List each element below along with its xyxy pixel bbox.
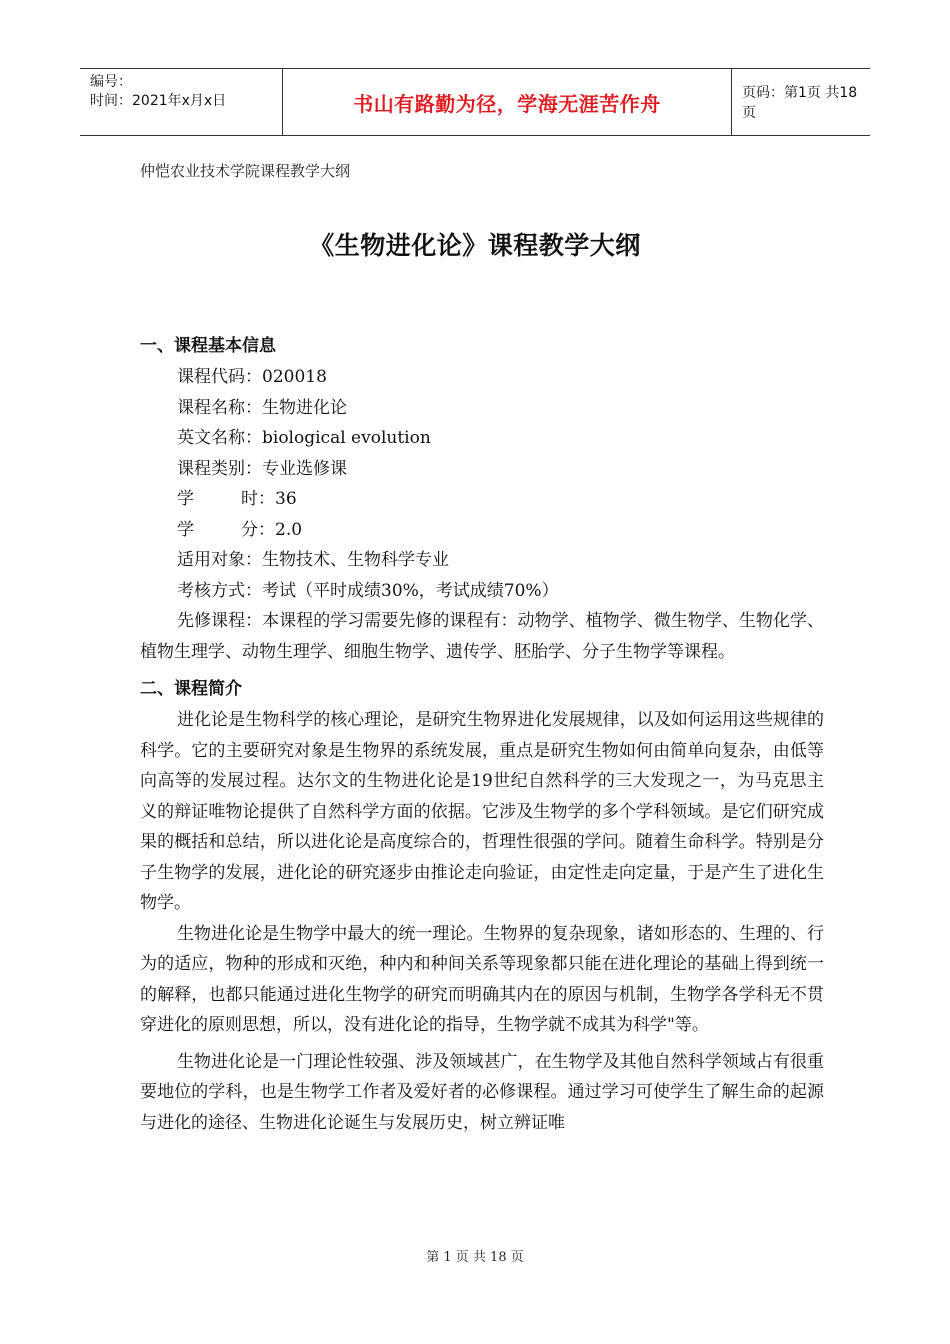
credit-key-2: 分 bbox=[241, 519, 258, 540]
target-audience: 适用对象：生物技术、生物科学专业 bbox=[177, 550, 449, 570]
intro-paragraph-3: 生物进化论是一门理论性较强、涉及领域甚广，在生物学及其他自然科学领域占有很重要地位的学科，也是生物学工作者及爱好者的必修课程。通过学习可使学生了解生命的起源与进化的途径、生物进化论诞生与发展历史，树立辨证唯 bbox=[140, 1051, 824, 1133]
document-title: 《生物进化论》课程教学大纲 bbox=[309, 231, 641, 260]
english-name: 英文名称：biological evolution bbox=[177, 428, 431, 448]
serial-label: 编号： bbox=[90, 74, 132, 90]
intro-paragraph-1: 进化论是生物科学的核心理论，是研究生物界进化发展规律，以及如何运用这些规律的科学。它的主要研究对象是生物界的系统发展，重点是研究生物如何由简单向复杂，由低等向高等的发展过程。达尔文的生物进化论是19世纪自然科学的三大发现之一，为马克思主义的辩证唯物论提供了自然科学方面的依据。它涉及生物学的多个学科领域。是它们研究成果的概括和总结，所以进化论是高度综合的，哲理性很强的学问。随着生命科学。特别是分子生物学的发展，进化论的研究逐步由推论走向验证，由定性走向定量，于是产生了进化生物学。 bbox=[140, 710, 824, 913]
course-category: 课程类别：专业选修课 bbox=[177, 458, 347, 479]
section-heading-intro: 二、课程简介 bbox=[140, 679, 242, 699]
header-page-info: 页码：第1页 共18页 bbox=[742, 85, 858, 121]
time-label: 时间：2021年x月x日 bbox=[90, 93, 227, 109]
hours-key-1: 学 bbox=[177, 489, 194, 509]
credit-key-1: 学 bbox=[177, 519, 194, 540]
credit-value: ：2.0 bbox=[258, 519, 303, 540]
prerequisite-courses: 先修课程：本课程的学习需要先修的课程有：动物学、植物学、微生物学、生物化学、植物生理学、动物生理学、细胞生物学、遗传学、胚胎学、分子生物学等课程。 bbox=[140, 611, 824, 662]
hours-key-2: 时 bbox=[241, 489, 258, 509]
page-footer: 第 1 页 共 18 页 bbox=[426, 1250, 524, 1265]
document-body bbox=[140, 330, 824, 1138]
intro-paragraph-2: 生物进化论是生物学中最大的统一理论。生物界的复杂现象，诸如形态的、生理的、行为的适应，物种的形成和灭绝，种内和种间关系等现象都只能在进化理论的基础上得到统一的解释，也都只能通过进化生物学的研究而明确其内在的原因与机制，生物学各学科无不贯穿进化的原则思想，所以，没有进化论的指导，生物学就不成其为科学"等。 bbox=[140, 923, 824, 1035]
assessment-method: 考核方式：考试（平时成绩30%，考试成绩70%） bbox=[177, 580, 559, 601]
course-hours bbox=[140, 484, 824, 515]
header-meta bbox=[80, 69, 282, 135]
document-header bbox=[80, 68, 870, 136]
hours-value: ：36 bbox=[258, 489, 297, 509]
header-motto: 书山有路勤为径，学海无涯苦作舟 bbox=[282, 69, 732, 135]
org-line: 仲恺农业技术学院课程教学大纲 bbox=[140, 162, 351, 180]
course-code: 课程代码：020018 bbox=[177, 367, 327, 387]
course-name: 课程名称：生物进化论 bbox=[177, 397, 347, 418]
section-heading-basic-info: 一、课程基本信息 bbox=[140, 336, 276, 356]
course-credit bbox=[140, 515, 824, 546]
